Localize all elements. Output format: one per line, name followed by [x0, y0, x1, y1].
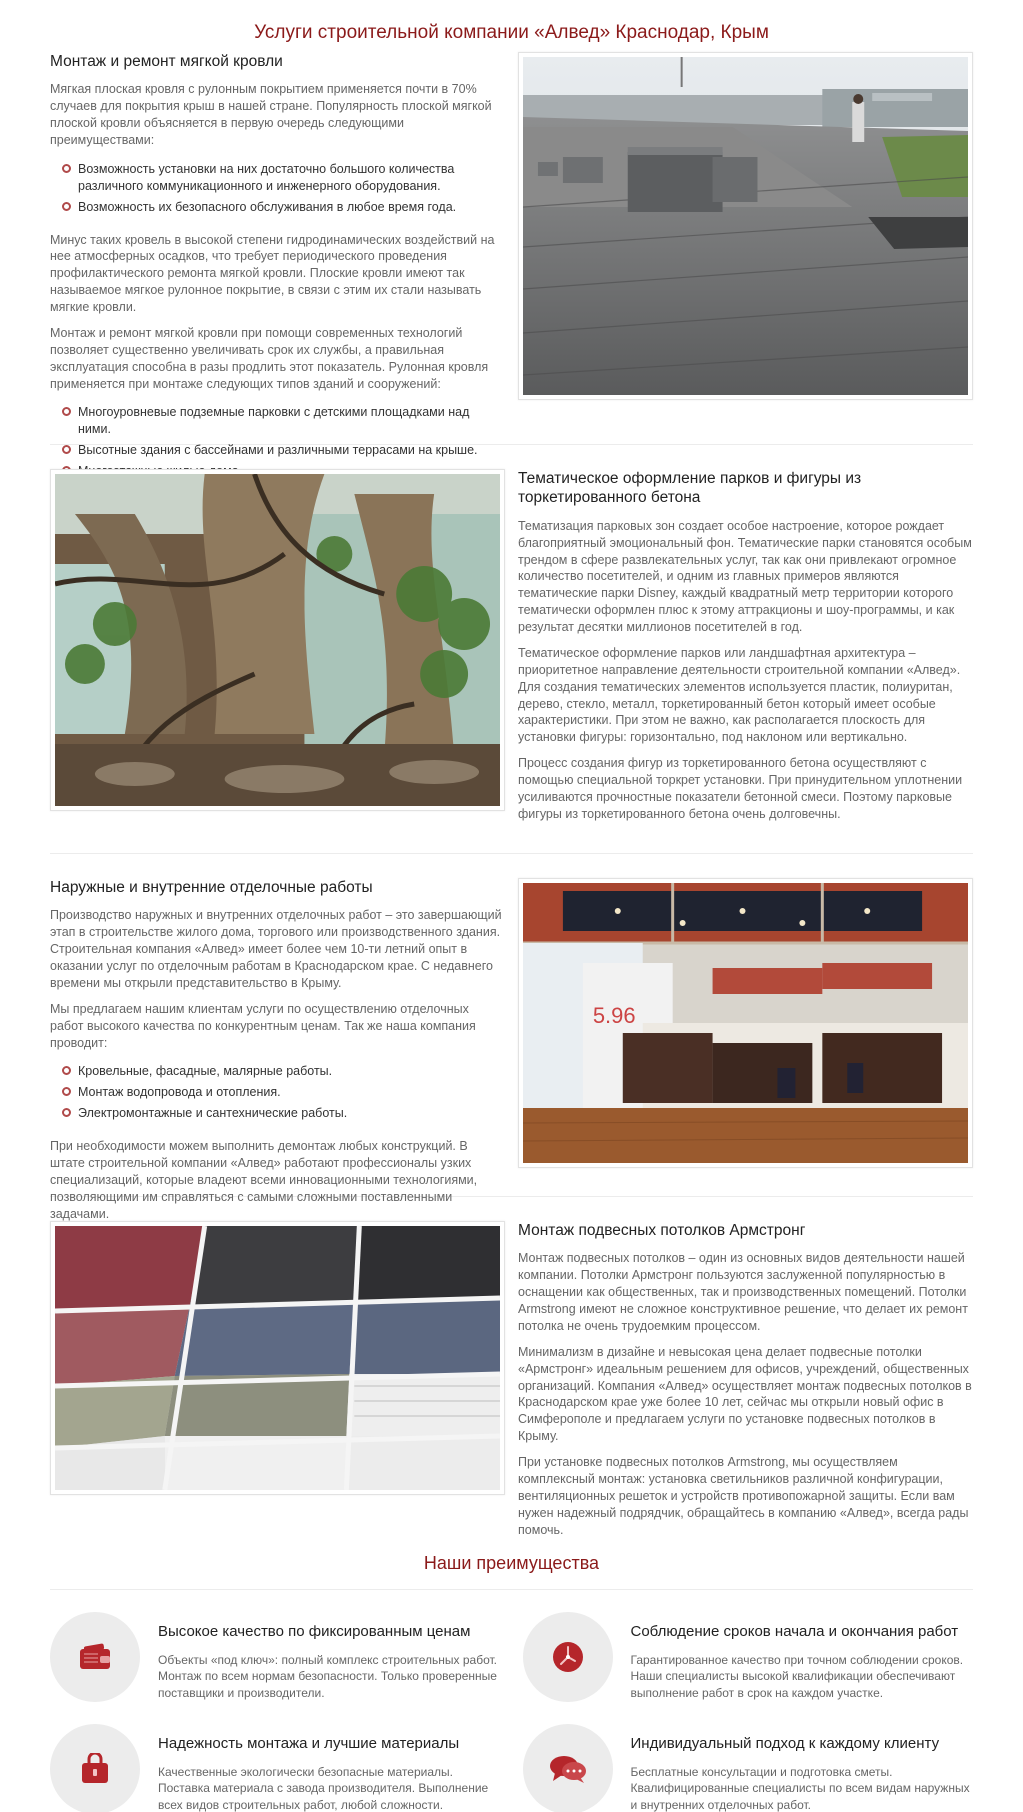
clock-icon [523, 1612, 613, 1702]
section-roofing [50, 52, 973, 458]
advantage-text: Качественные экологически безопасные материалы. Поставка материала с завода производителя. Выполнение всех видов строительных работ, любой сложности. [158, 1764, 489, 1812]
image-frame [518, 878, 973, 1168]
paragraph: Тематическое оформление парков или ландшафтная архитектура – приоритетное направление деятельности строительной компании «Алвед». Для создания тематических элементов используется пластик, полиуритан, дерево, стекло, металл, торкетированный бетон который имеет особые характеристики. При этом не важно, как располагается плоскость для установки фигуры: горизонтально, под наклоном или вертикально. [518, 645, 961, 745]
bullet-circle-icon [62, 1066, 71, 1075]
section-finishing-image [518, 878, 973, 1196]
section-title: Монтаж и ремонт мягкой кровли [50, 53, 283, 70]
section-title: Наружные и внутренние отделочные работы [50, 879, 373, 896]
section-title: Тематическое оформление парков и фигуры из торкетированного бетона [518, 470, 862, 507]
paragraph: Мы предлагаем нашим клиентам услуги по осуществлению отделочных работ высокого качества по конкурентным ценам. Так же наша компания проводит: [50, 1001, 476, 1050]
advantage-content [631, 1724, 974, 1812]
park-figures-photo [55, 474, 500, 806]
section-title: Монтаж подвесных потолков Армстронг [518, 1222, 806, 1239]
chat-bubbles-icon [523, 1724, 613, 1812]
image-frame [518, 52, 973, 400]
advantages-section [0, 1551, 1023, 1812]
section-finishing [50, 878, 973, 1221]
advantage-title: Высокое качество по фиксированным ценам [158, 1623, 471, 1641]
advantage-content [631, 1612, 974, 1702]
advantage-item [523, 1724, 974, 1812]
divider [50, 853, 973, 854]
section-ceilings-image [50, 1221, 505, 1521]
advantage-title: Надежность монтажа и лучшие материалы [158, 1735, 460, 1753]
list-item: Возможность их безопасного обслуживания в любое время года. [62, 199, 505, 216]
advantages-grid [50, 1612, 973, 1812]
advantage-item [50, 1612, 501, 1702]
advantages-title: Наши преимущества [50, 1551, 973, 1590]
advantage-text: Бесплатные консультации и подготовка сметы. Квалифицированные специалисты по всем видам наружных и внутренних отделочных работ. [630, 1764, 970, 1812]
section-ceilings-text [518, 1221, 973, 1537]
advantage-title: Индивидуальный подход к каждому клиенту [630, 1735, 940, 1753]
list-item: Кровельные, фасадные, малярные работы. [62, 1063, 505, 1080]
svg-text:5.96: 5.96 [592, 1002, 636, 1029]
advantage-content [158, 1612, 501, 1702]
paragraph: Мягкая плоская кровля с рулонным покрытием применяется почти в 70% случаев для покрытия крыш в нашей стране. Популярность плоской мягкой плоской кровли объясняется в первую очередь следующими преимуществами: [50, 82, 492, 147]
paragraph: Минус таких кровель в высокой степени гидродинамических воздействий на нее атмосферных осадков, что требует периодического проведения профилактического ремонта мягкой кровли. Плоские кровли имеют так называемое мягкое рулонное покрытие, в связи с этим их стали называть мягкие кровли. [50, 232, 495, 314]
bullet-circle-icon [62, 1108, 71, 1117]
wallet-icon [50, 1612, 140, 1702]
paragraph: При установке подвесных потолков Armstrong, мы осуществляем комплексный монтаж: установка светильников различной конфигурации, вентиляционных решеток и устройств противопожарной защиты. Если вам нужен надежный подрядчик, обращайтесь в компанию «Алвед», всегда рады помочь. [518, 1455, 969, 1537]
section-finishing-text [50, 878, 505, 1221]
paragraph: Монтаж и ремонт мягкой кровли при помощи современных технологий позволяет существенно увеличивать срок их службы, а правильная эксплуатация способна в разы продлить этот показатель. Рулонная кровля применяется при монтаже следующих типов зданий и сооружений: [50, 325, 489, 391]
list-item: Возможность установки на них достаточно большого количества различного коммуникационного и инженерного оборудования. [62, 161, 505, 195]
office-interior-photo [523, 883, 968, 1163]
section-parks-image [50, 469, 505, 853]
section-roofing-text [50, 52, 505, 458]
advantage-item [523, 1612, 974, 1702]
section-ceilings [50, 1221, 973, 1537]
advantage-title: Соблюдение сроков начала и окончания работ [630, 1623, 959, 1641]
paragraph: Производство наружных и внутренних отделочных работ – это завершающий этап в строительстве жилого дома, торгового или производственного здания. Строительная компания «Алвед» имеет более чем 10-ти летний опыт в оказании услуг по отделочным работам в Краснодарском крае. С недавнего времени мы открыли представительство в Крыму. [50, 908, 502, 990]
paragraph: Процесс создания фигур из торкетированного бетона осуществляют с помощью специальной торкрет установки. При принудительном уплотнении усиливаются прочностные показатели бетонной смеси. Поэтому парковые фигуры из торкетированного бетона очень долговечны. [518, 756, 963, 821]
briefcase-lock-icon [50, 1724, 140, 1812]
bullet-circle-icon [62, 407, 71, 416]
list-item: Многоуровневые подземные парковки с детскими площадками над ними. [62, 404, 505, 438]
section-parks-text [518, 469, 973, 853]
bullet-circle-icon [62, 164, 71, 173]
bullet-list [62, 161, 505, 216]
advantage-text: Объекты «под ключ»: полный комплекс строительных работ. Монтаж по всем нормам безопасности. Только проверенные поставщики и производители. [158, 1652, 498, 1701]
paragraph: Минимализм в дизайне и невысокая цена делает подвесные потолки «Армстронг» идеальным решением для офисов, учреждений, общественных организаций. Компания «Алвед» осуществляет монтаж подвесных потолков в Краснодарском крае уже более 10 лет, сейчас мы открыли новый офис в Симферополе и предлагаем услуги по установке подвесных потолков в Крыму. [518, 1344, 972, 1444]
section-roofing-image [518, 52, 973, 444]
advantage-content [158, 1724, 501, 1812]
paragraph: При необходимости можем выполнить демонтаж любых конструкций. В штате строительной компании «Алвед» работают профессионалы узких специализаций, которые владеют всеми инновационными технологиями, позволяющими им справляться с самыми сложными поставленными задачами. [50, 1139, 478, 1221]
advantage-text: Гарантированное качество при точном соблюдении сроков. Наши специалисты высокой квалификации обеспечивают выполнение работ в срок на каждом участке. [630, 1652, 964, 1701]
page-title: Услуги строительной компании «Алвед» Краснодар, Крым [254, 22, 769, 43]
list-item: Монтаж водопровода и отопления. [62, 1084, 505, 1101]
section-parks [50, 469, 973, 853]
bullet-circle-icon [62, 445, 71, 454]
list-item: Электромонтажные и сантехнические работы. [62, 1105, 505, 1122]
image-frame [50, 1221, 505, 1495]
list-item: Высотные здания с бассейнами и различными террасами на крыше. [62, 442, 505, 459]
bullet-circle-icon [62, 202, 71, 211]
bullet-list [62, 1063, 505, 1122]
bullet-circle-icon [62, 1087, 71, 1096]
armstrong-ceiling-photo [55, 1226, 500, 1490]
roof-photo [523, 57, 968, 395]
image-frame [50, 469, 505, 811]
paragraph: Монтаж подвесных потолков – один из основных видов деятельности нашей компании. Потолки Армстронг пользуются заслуженной популярностью в оснащении как общественных, так и производственных помещений. Потолки Armstrong имеют не сложное конструктивное решение, что делает их ремонт потолка не очень трудоемким процессом. [518, 1251, 968, 1333]
paragraph: Тематизация парковых зон создает особое настроение, которое рождает благоприятный эмоциональный фон. Тематические парки становятся особым трендом в сфере развлекательных услуг, так как они привлекают огромное количество посетителей, и одним из главных примеров являются тематические парки Disney, каждый квадратный метр территории которого тематически оформлен плюс к этому аттракционы и шоу-программы, и как результат десятки миллионов посетителей в год. [518, 518, 972, 634]
advantage-item [50, 1724, 501, 1812]
